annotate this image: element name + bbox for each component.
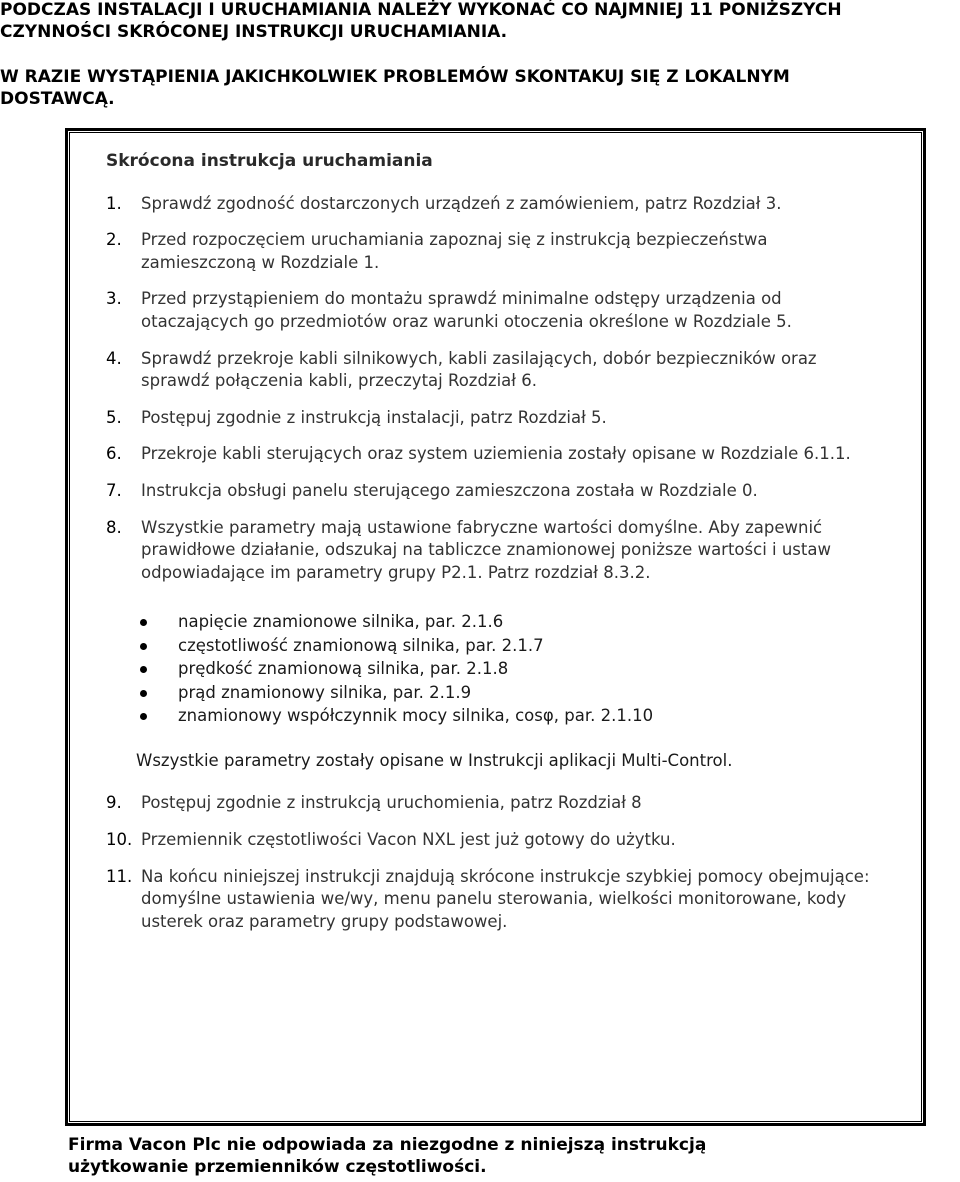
step-number: 3. xyxy=(106,289,122,309)
list-item-text: prąd znamionowy silnika, par. 2.1.9 xyxy=(178,682,472,702)
step-5 xyxy=(106,407,886,430)
step-number: 2. xyxy=(106,230,122,250)
list-item-text: znamionowy współczynnik mocy silnika, cosφ, par. 2.1.10 xyxy=(178,706,654,726)
step-number: 7. xyxy=(106,480,122,500)
warning-line-3: W RAZIE WYSTĄPIENIA JAKICHKOLWIEK PROBLEMÓW SKONTAKUJ SIĘ Z LOKALNYM xyxy=(0,67,790,87)
step-4 xyxy=(106,348,886,393)
instruction-box xyxy=(106,150,886,947)
step-number: 11. xyxy=(106,866,133,886)
disclaimer-line-2: użytkowanie przemienników częstotliwości. xyxy=(68,1157,487,1177)
step-7 xyxy=(106,480,886,503)
parameter-list xyxy=(140,610,886,728)
step-11 xyxy=(106,866,886,934)
warning-line-1: PODCZAS INSTALACJI I URUCHAMIANIA NALEŻY WYKONAĆ CO NAJMNIEJ 11 PONIŻSZYCH xyxy=(0,0,842,20)
bullet-icon xyxy=(140,619,147,626)
step-10 xyxy=(106,829,886,852)
step-text: Postępuj zgodnie z instrukcją uruchomienia, patrz Rozdział 8 xyxy=(141,793,642,813)
step-text: Postępuj zgodnie z instrukcją instalacji, patrz Rozdział 5. xyxy=(141,407,607,427)
step-8 xyxy=(106,517,886,585)
step-text: Przed rozpoczęciem uruchamiania zapoznaj się z instrukcją bezpieczeństwa zamieszczoną w Rozdziale 1. xyxy=(141,230,768,272)
step-9 xyxy=(106,792,886,815)
list-item-text: prędkość znamionową silnika, par. 2.1.8 xyxy=(178,659,509,679)
warning-line-4: DOSTAWCĄ. xyxy=(0,88,115,109)
list-item xyxy=(140,657,886,681)
step-text: Sprawdź zgodność dostarczonych urządzeń z zamówieniem, patrz Rozdział 3. xyxy=(141,193,782,213)
step-text: Przemiennik częstotliwości Vacon NXL jest już gotowy do użytku. xyxy=(141,830,676,849)
step-number: 6. xyxy=(106,444,122,464)
step-number: 10. xyxy=(106,830,133,849)
step-6 xyxy=(106,443,886,466)
list-item xyxy=(140,681,886,705)
bullet-icon xyxy=(140,690,147,697)
list-item-text: częstotliwość znamionową silnika, par. 2.1.7 xyxy=(178,635,544,655)
step-text: Instrukcja obsługi panelu sterującego zamieszczona została w Rozdziale 0. xyxy=(141,480,758,500)
step-number: 9. xyxy=(106,793,122,813)
list-item xyxy=(140,610,886,634)
bullet-icon xyxy=(140,643,147,650)
list-item xyxy=(140,634,886,658)
warning-line-2: CZYNNOŚCI SKRÓCONEJ INSTRUKCJI URUCHAMIANIA. xyxy=(0,21,508,42)
step-text: Sprawdź przekroje kabli silnikowych, kabli zasilających, dobór bezpieczników oraz sprawdź połączenia kabli, przeczytaj Rozdział 6. xyxy=(141,348,817,391)
step-number: 5. xyxy=(106,407,122,427)
step-number: 1. xyxy=(106,193,122,213)
step-text: Przed przystąpieniem do montażu sprawdź minimalne odstępy urządzenia od otaczających go przedmiotów oraz warunki otoczenia określone w Rozdziale 5. xyxy=(141,289,792,331)
disclaimer-footer xyxy=(68,1134,868,1178)
parameters-note: Wszystkie parametry zostały opisane w Instrukcji aplikacji Multi-Control. xyxy=(136,750,733,770)
step-3 xyxy=(106,288,886,333)
step-text: Na końcu niniejszej instrukcji znajdują skrócone instrukcje szybkiej pomocy obejmujące: domyślne ustawienia we/wy, menu panelu sterowania, wielkości monitorowane, kody usterek oraz parametry grupy podstawowej. xyxy=(141,866,870,931)
bullet-icon xyxy=(140,713,147,720)
list-item xyxy=(140,704,886,728)
box-title: Skrócona instrukcja uruchamiania xyxy=(106,151,433,171)
list-item-text: napięcie znamionowe silnika, par. 2.1.6 xyxy=(178,612,504,632)
step-number: 4. xyxy=(106,348,122,368)
step-text: Wszystkie parametry mają ustawione fabryczne wartości domyślne. Aby zapewnić prawidłowe działanie, odszukaj na tabliczce znamionowej poniższe wartości i ustaw odpowiadające im parametry grupy P2.1. Patrz rozdział 8.3.2. xyxy=(141,517,831,582)
step-1 xyxy=(106,193,886,216)
step-number: 8. xyxy=(106,517,122,537)
bullet-icon xyxy=(140,666,147,673)
step-text: Przekroje kabli sterujących oraz system uziemienia zostały opisane w Rozdziale 6.1.1. xyxy=(141,444,851,464)
disclaimer-line-1: Firma Vacon Plc nie odpowiada za niezgodne z niniejszą instrukcją xyxy=(68,1135,707,1155)
warning-header xyxy=(0,0,955,110)
step-2 xyxy=(106,229,886,274)
